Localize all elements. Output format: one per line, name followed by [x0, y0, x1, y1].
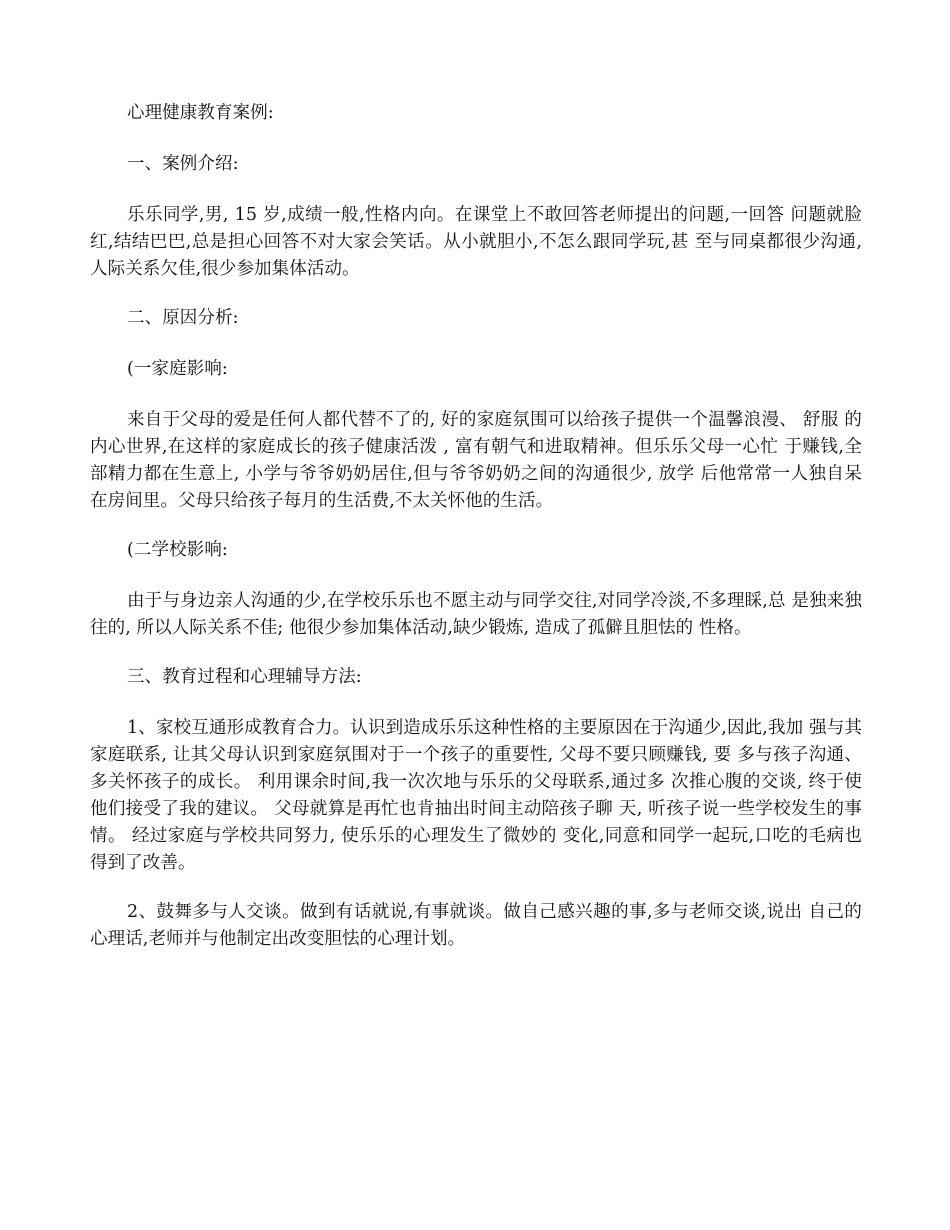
section-heading-cause-analysis: 二、原因分析:	[127, 308, 239, 328]
paragraph-case-intro: 乐乐同学,男, 15 岁,成绩一般,性格内向。在课堂上不敢回答老师提出的问题,一回答 问题就脸红,结结巴巴,总是担心回答不对大家会笑话。从小就胆小,不怎么跟同学玩,甚 至与同桌都很少沟通,人际关系欠佳,很少参加集体活动。	[90, 205, 862, 279]
section-heading-education-process: 三、教育过程和心理辅导方法:	[127, 667, 362, 687]
document-title: 心理健康教育案例:	[127, 103, 274, 123]
paragraph-school-influence: 由于与身边亲人沟通的少,在学校乐乐也不愿主动与同学交往,对同学冷淡,不多理睬,总 是独来独往的, 所以人际关系不佳; 他很少参加集体活动,缺少锻炼, 造成了孤僻且胆怯的 性格。	[90, 591, 862, 638]
paragraph-family-influence: 来自于父母的爱是任何人都代替不了的, 好的家庭氛围可以给孩子提供一个温馨浪漫、 舒服 的内心世界,在这样的家庭成长的孩子健康活泼 , 富有朝气和进取精神。但乐乐父母一心忙 于赚钱,全部精力都在生意上, 小学与爷爷奶奶居住,但与爷爷奶奶之间的沟通很少, 放学 后他常常一人独自呆在房间里。父母只给孩子每月的生活费,不太关怀他的生活。	[90, 410, 862, 511]
paragraph-method-2: 2、鼓舞多与人交谈。做到有话就说,有事就谈。做自己感兴趣的事,多与老师交谈,说出 自己的心理话,老师并与他制定出改变胆怯的心理计划。	[90, 902, 862, 949]
section-heading-case-intro: 一、案例介绍:	[127, 154, 239, 174]
subheading-family-influence: (一家庭影响:	[127, 359, 228, 379]
document-body	[90, 100, 862, 975]
paragraph-method-1: 1、家校互通形成教育合力。认识到造成乐乐这种性格的主要原因在于沟通少,因此,我加 强与其家庭联系, 让其父母认识到家庭氛围对于一个孩子的重要性, 父母不要只顾赚钱, 要 多与孩子沟通、 多关怀孩子的成长。 利用课余时间,我一次次地与乐乐的父母联系,通过多 次推心腹的交谈, 终于使他们接受了我的建议。 父母就算是再忙也肯抽出时间主动陪孩子聊 天, 听孩子说一些学校发生的事情。 经过家庭与学校共同努力, 使乐乐的心理发生了微妙的 变化,同意和同学一起玩,口吃的毛病也得到了改善。	[90, 718, 862, 873]
subheading-school-influence: (二学校影响:	[127, 540, 228, 560]
